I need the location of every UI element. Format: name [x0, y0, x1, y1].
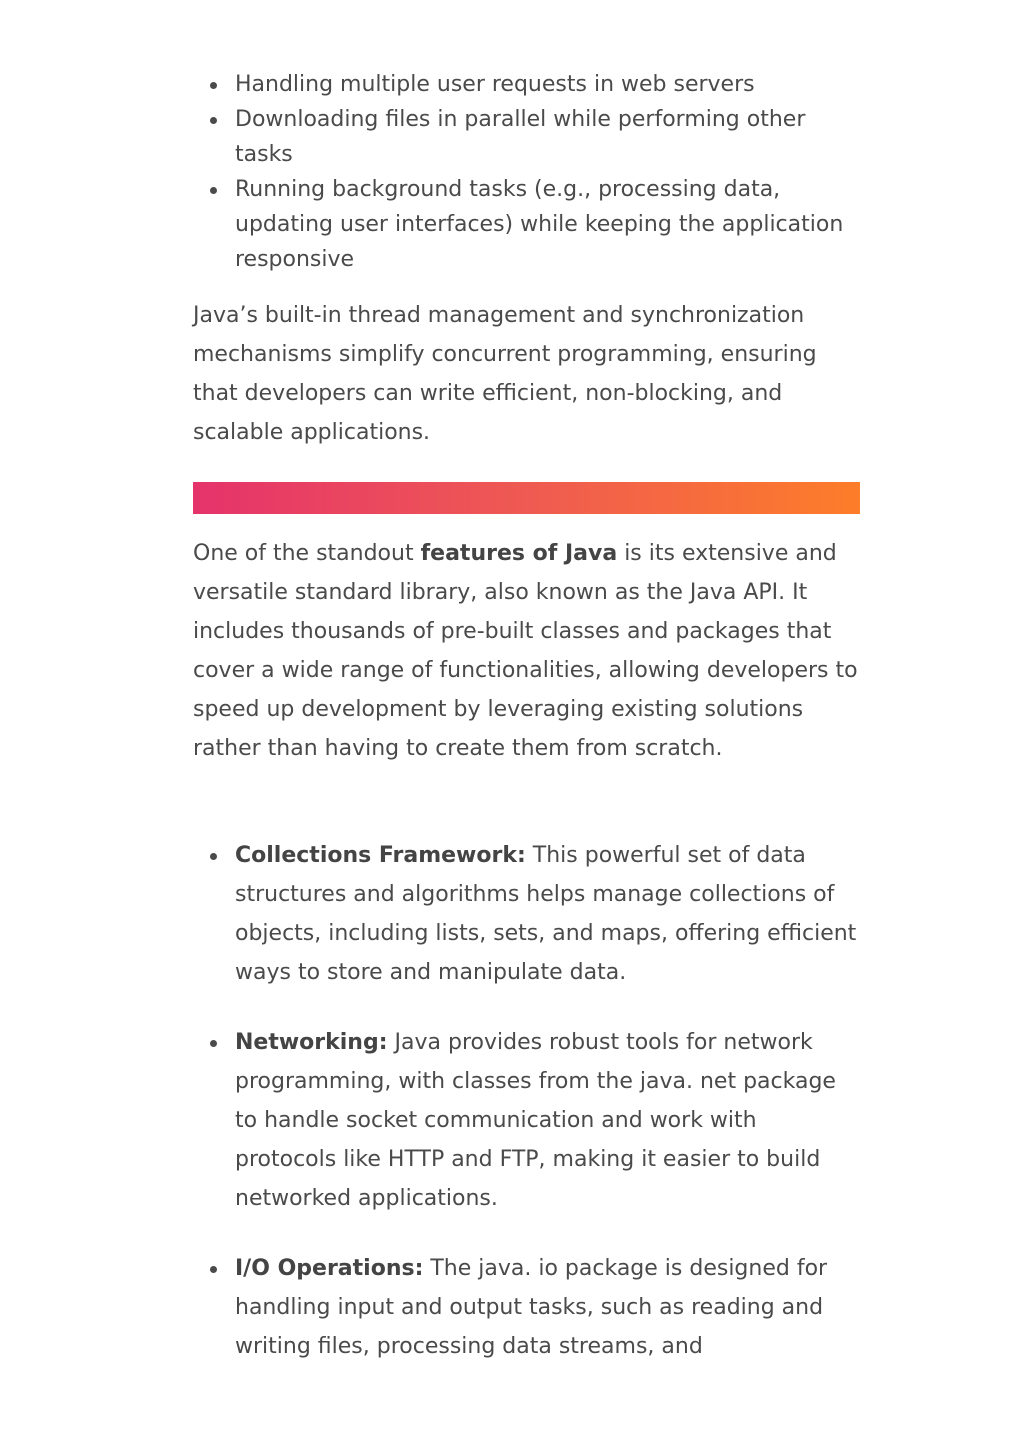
use-case-list — [193, 67, 860, 277]
gradient-divider — [193, 482, 860, 514]
list-item: Downloading files in parallel while performing other tasks — [193, 102, 860, 172]
standard-library-paragraph — [193, 534, 860, 768]
feature-text: The java. io package is designed for handling input and output tasks, such as reading and writing files, processing data streams, and — [235, 1256, 828, 1359]
feature-item-collections — [193, 836, 860, 992]
feature-text: This powerful set of data structures and algorithms helps manage collections of objects, including lists, sets, and maps, offering efficient ways to store and manipulate data. — [235, 843, 857, 985]
feature-list — [193, 836, 860, 1397]
feature-title: I/O Operations: — [235, 1256, 424, 1281]
list-item: Running background tasks (e.g., processing data, updating user interfaces) while keeping the application responsive — [193, 172, 860, 277]
paragraph-text: is its extensive and versatile standard library, also known as the Java API. It includes thousands of pre-built classes and packages that cover a wide range of functionalities, allowing developers to speed up development by leveraging existing solutions rather than having to create them from scratch. — [193, 541, 858, 761]
paragraph-bold-text: features of Java — [420, 541, 618, 566]
feature-title: Collections Framework: — [235, 843, 526, 868]
feature-text: Java provides robust tools for network programming, with classes from the java. net package to handle socket communication and work with protocols like HTTP and FTP, making it easier to build networked applications. — [235, 1030, 836, 1211]
list-item: Handling multiple user requests in web servers — [193, 67, 860, 102]
paragraph-text: One of the standout — [193, 541, 421, 566]
feature-item-io — [193, 1249, 860, 1366]
feature-title: Networking: — [235, 1030, 388, 1055]
feature-item-networking — [193, 1023, 860, 1218]
thread-management-paragraph: Java’s built-in thread management and synchronization mechanisms simplify concurrent programming, ensuring that developers can write efficient, non-blocking, and scalable applications. — [193, 303, 817, 445]
